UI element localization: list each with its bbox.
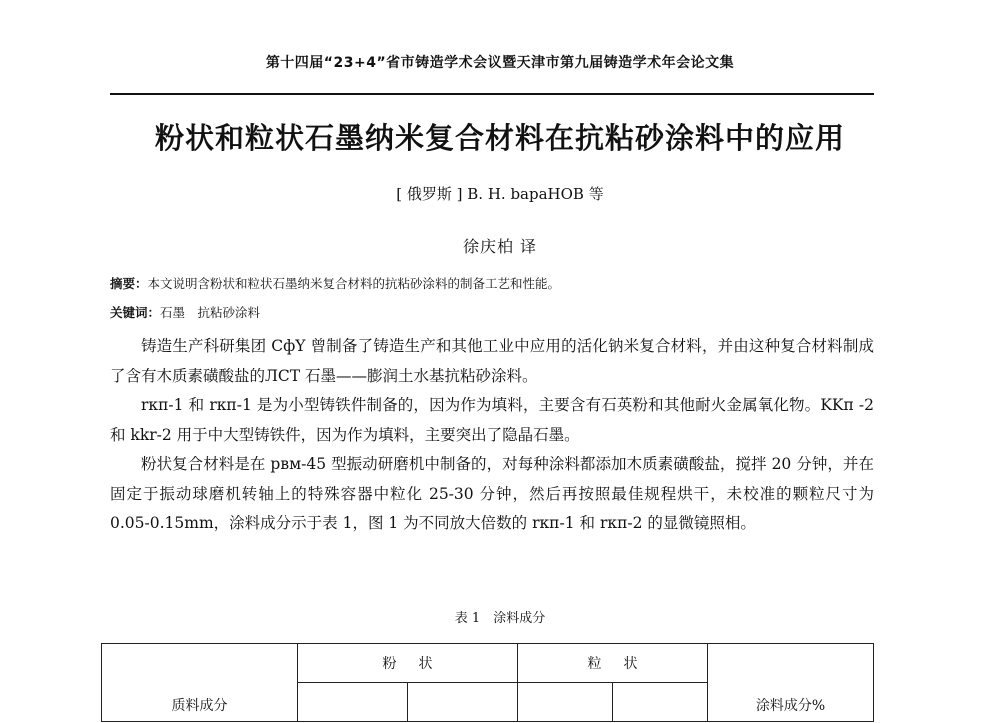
keywords bbox=[110, 303, 874, 321]
table-subheader-cell bbox=[613, 683, 708, 722]
abstract bbox=[110, 274, 874, 292]
header-rule bbox=[110, 93, 874, 95]
table-caption: 表 1 涂料成分 bbox=[454, 611, 546, 626]
table-header-granular: 粒状 bbox=[518, 644, 708, 683]
table-subheader-cell bbox=[518, 683, 613, 722]
abstract-label: 摘要： bbox=[110, 276, 148, 291]
body-text bbox=[110, 332, 874, 539]
composition-table bbox=[101, 643, 873, 723]
table-header-powder: 粉状 bbox=[298, 644, 518, 683]
keywords-label: 关键词： bbox=[110, 305, 161, 320]
table-header-material: 质料成分 bbox=[102, 644, 298, 722]
body-paragraph-3: 粉状复合材料是在 pвм-45 型振动研磨机中制备的，对每种涂料都添加木质素磺酸盐，搅拌 20 分钟，并在固定于振动球磨机转轴上的特殊容器中粒化 25-30 分钟，然后再按照最佳规程烘干，未校准的颗粒尺寸为 0.05-0.15mm，涂料成分示于表 1，图 1 为不同放大倍数的 rкп-1 和 rкп-2 的显微镜照相。 bbox=[110, 455, 874, 532]
table-subheader-cell bbox=[408, 683, 518, 722]
body-paragraph-2: rкп-1 和 rкп-1 是为小型铸铁件制备的，因为作为填料，主要含有石英粉和其他耐火金属氧化物。KKп -2 和 kkr-2 用于中大型铸铁件，因为作为填料，主要突出了隐晶石墨。 bbox=[110, 396, 874, 444]
running-header: 第十四届“23+4”省市铸造学术会议暨天津市第九届铸造学术年会论文集 bbox=[265, 55, 735, 71]
article-title: 粉状和粒状石墨纳米复合材料在抗粘砂涂料中的应用 bbox=[154, 121, 845, 155]
table-header-percent: 涂料成分% bbox=[708, 644, 874, 722]
body-paragraph-1: 铸造生产科研集团 CфY 曾制备了铸造生产和其他工业中应用的活化钠米复合材料，并由这种复合材料制成了含有木质素磺酸盐的ЛCT 石墨——膨润土水基抗粘砂涂料。 bbox=[110, 337, 874, 385]
article-authors: [ 俄罗斯 ] B. H. bapaHOB 等 bbox=[396, 185, 604, 203]
table-subheader-cell bbox=[298, 683, 408, 722]
keywords-text: 石墨 抗粘砂涂料 bbox=[160, 305, 261, 320]
abstract-text: 本文说明含粉状和粒状石墨纳米复合材料的抗粘砂涂料的制备工艺和性能。 bbox=[147, 276, 561, 291]
article-translator: 徐庆柏 译 bbox=[462, 237, 538, 256]
